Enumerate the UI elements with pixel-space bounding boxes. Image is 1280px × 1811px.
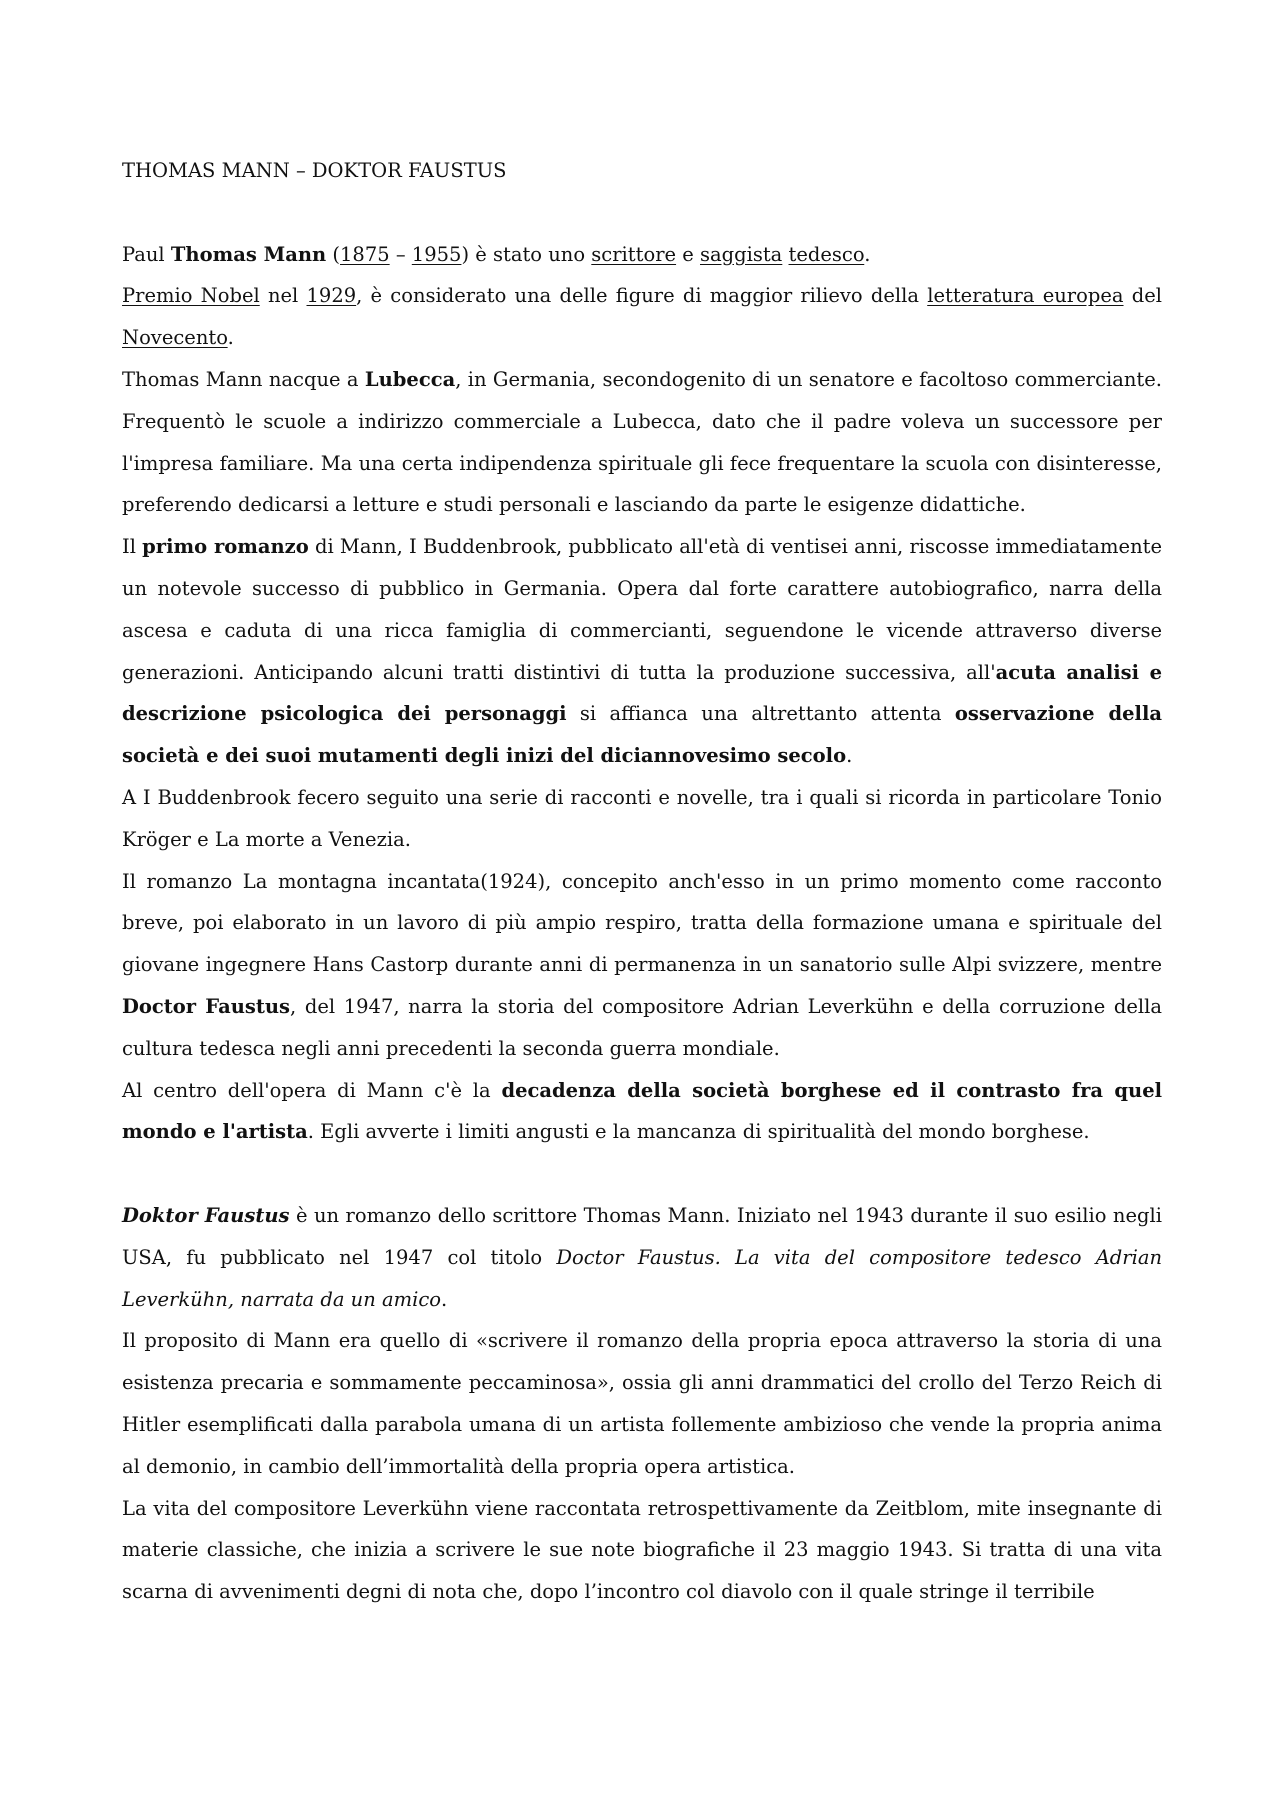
bold-text: Doctor Faustus	[122, 994, 291, 1018]
text-run: .	[846, 744, 853, 768]
document-body	[122, 150, 1162, 1613]
text-run: ) è stato uno	[461, 242, 592, 266]
text-run: .	[864, 242, 871, 266]
document-title: THOMAS MANN – DOKTOR FAUSTUS	[122, 159, 507, 182]
text-run: , è considerato una delle figure di maggior rilievo della	[356, 284, 928, 308]
paragraph	[122, 1320, 1162, 1487]
link-text[interactable]: letteratura europea	[927, 284, 1124, 308]
link-text[interactable]: scrittore	[591, 242, 677, 266]
link-text[interactable]: 1929	[306, 284, 357, 308]
link-text[interactable]: tedesco	[788, 242, 865, 266]
bold-text: acuta analisi e descrizione psicologica dei personaggi	[122, 660, 1162, 726]
bold-text: primo romanzo	[142, 535, 309, 559]
italic-text: Doctor Faustus. La vita del compositore tedesco Adrian Leverkühn, narrata da un amico	[122, 1245, 1163, 1311]
paragraph	[122, 861, 1162, 1070]
paragraph	[122, 1195, 1162, 1320]
paragraph	[122, 777, 1162, 861]
spacer	[122, 192, 1162, 234]
paragraph	[122, 1488, 1162, 1613]
text-run: –	[389, 242, 412, 266]
spacer	[122, 1153, 1162, 1195]
text-run: .	[441, 1287, 448, 1311]
text-run: , del 1947, narra la storia del compositore Adrian Leverkühn e della corruzione della cultura tedesca negli anni precedenti la seconda guerra mondiale.	[122, 994, 1162, 1060]
text-run: A I Buddenbrook fecero seguito una serie di racconti e novelle, tra i quali si ricorda in particolare Tonio Kröger e La morte a Venezia.	[122, 785, 1162, 851]
text-run: La vita del compositore Leverkühn viene raccontata retrospettivamente da Zeitblom, mite insegnante di materie classiche, che inizia a scrivere le sue note biografiche il 23 maggio 1943. Si tratta di una vita scarna di avvenimenti degni di nota che, dopo l’incontro col diavolo con il quale stringe il terribile	[122, 1496, 1162, 1604]
text-run: . Egli avverte i limiti angusti e la mancanza di spiritualità del mondo borghese.	[307, 1120, 1090, 1144]
link-text[interactable]: saggista	[700, 242, 783, 266]
text-run: del	[1123, 284, 1162, 308]
bold-text: osservazione della società e dei suoi mutamenti degli inizi del diciannovesimo secolo	[122, 702, 1162, 768]
text-run: Thomas Mann nacque a	[122, 367, 365, 391]
paragraph-list	[122, 234, 1162, 1613]
text-run: nel	[259, 284, 307, 308]
link-text[interactable]: Premio Nobel	[122, 284, 260, 308]
text-run: e	[676, 242, 700, 266]
text-run: si affianca una altrettanto attenta	[566, 702, 955, 726]
paragraph	[122, 1070, 1162, 1154]
paragraph	[122, 234, 1162, 276]
paragraph	[122, 359, 1162, 526]
text-run: Il romanzo La montagna incantata(1924), concepito anch'esso in un primo momento come racconto breve, poi elaborato in un lavoro di più ampio respiro, tratta della formazione umana e spirituale del giovane ingegnere Hans Castorp durante anni di permanenza in un sanatorio sulle Alpi svizzere, mentre	[122, 869, 1162, 977]
bold-text: Thomas Mann	[170, 242, 327, 266]
link-text[interactable]: 1875	[340, 242, 390, 266]
text-run: , in Germania, secondogenito di un senatore e facoltoso commerciante. Frequentò le scuole a indirizzo commerciale a Lubecca, dato che il padre voleva un successore per l'impresa familiare. Ma una certa indipendenza spirituale gli fece frequentare la scuola con disinteresse, preferendo dedicarsi a letture e studi personali e lasciando da parte le esigenze didattiche.	[122, 367, 1163, 517]
bold-text: decadenza della società borghese ed il contrasto fra quel mondo e l'artista	[122, 1078, 1163, 1144]
text-run: di Mann, I Buddenbrook, pubblicato all'età di ventisei anni, riscosse immediatamente un notevole successo di pubblico in Germania. Opera dal forte carattere autobiografico, narra della ascesa e caduta di una ricca famiglia di commercianti, seguendone le vicende attraverso diverse generazioni. Anticipando alcuni tratti distintivi di tutta la produzione successiva, all'	[122, 535, 1162, 684]
text-run: Al centro dell'opera di Mann c'è la	[122, 1078, 502, 1102]
text-run: (	[326, 242, 340, 266]
text-run: Il	[122, 535, 143, 559]
link-text[interactable]: 1955	[411, 242, 462, 266]
text-run: .	[227, 326, 234, 350]
paragraph	[122, 526, 1162, 777]
text-run: è un romanzo dello scrittore Thomas Mann. Iniziato nel 1943 durante il suo esilio negli USA, fu pubblicato nel 1947 col titolo	[122, 1203, 1162, 1269]
bold-text: Doktor Faustus	[122, 1203, 290, 1227]
paragraph	[122, 275, 1162, 359]
text-run: Il proposito di Mann era quello di «scrivere il romanzo della propria epoca attraverso la storia di una esistenza precaria e sommamente peccaminosa», ossia gli anni drammatici del crollo del Terzo Reich di Hitler esemplificati dalla parabola umana di un artista follemente ambizioso che vende la propria anima al demonio, in cambio dell’immortalità della propria opera artistica.	[122, 1329, 1162, 1478]
link-text[interactable]: Novecento	[122, 326, 228, 350]
bold-text: Lubecca	[364, 367, 456, 391]
text-run: Paul	[122, 242, 171, 266]
